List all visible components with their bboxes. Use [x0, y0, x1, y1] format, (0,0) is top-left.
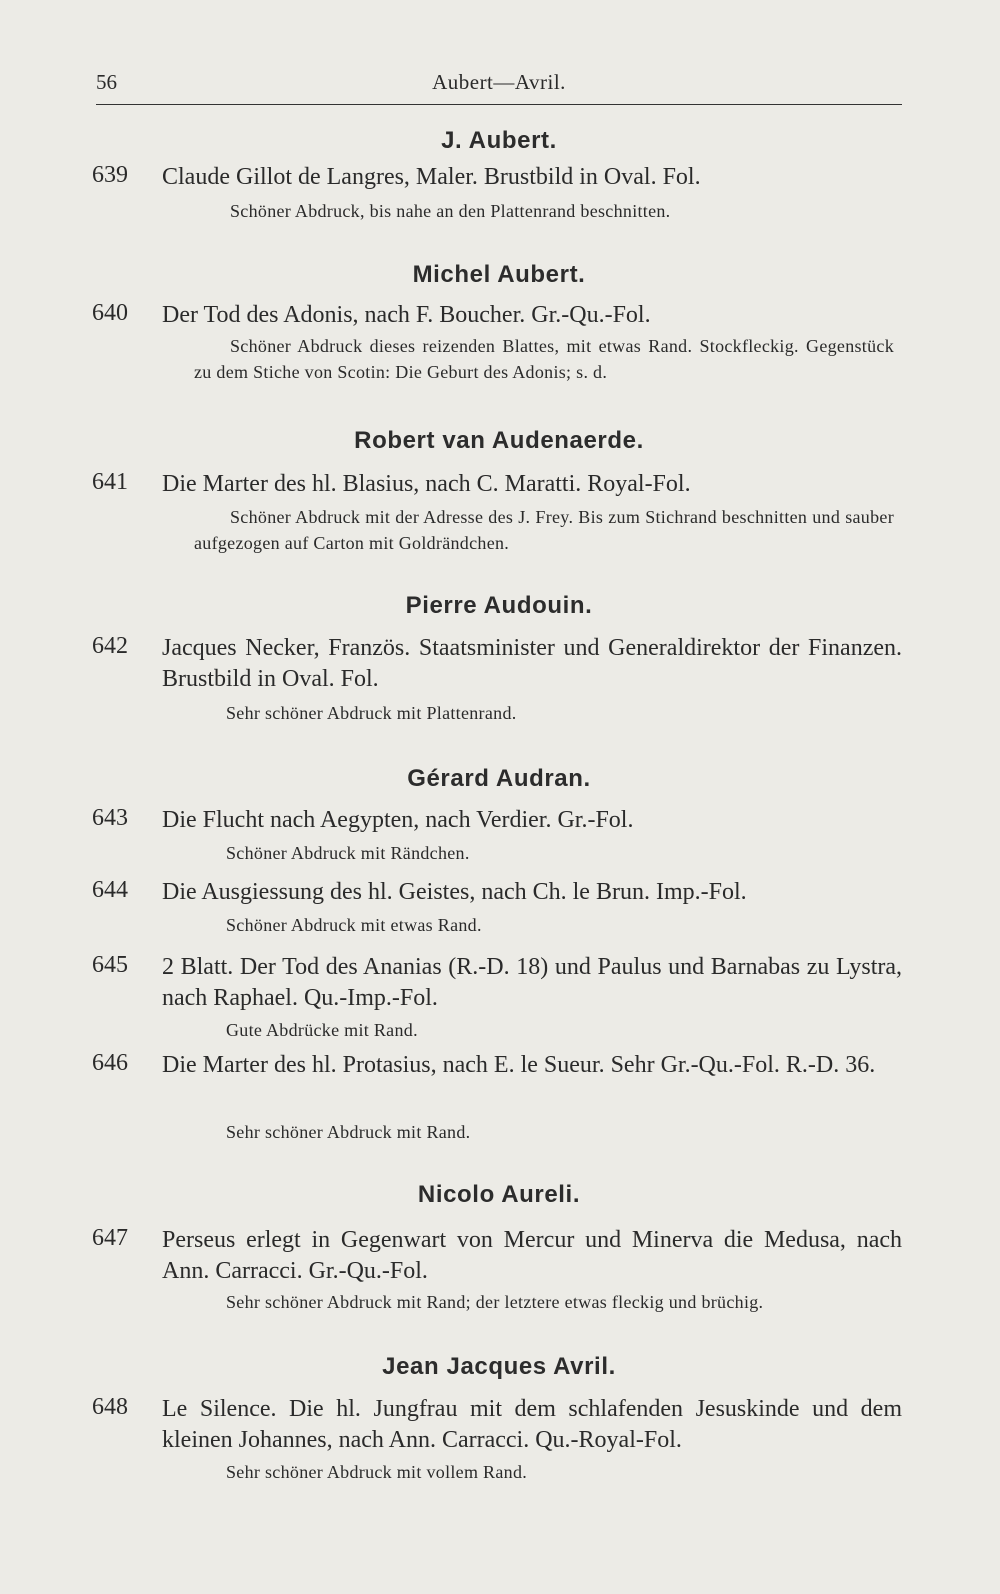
- artist-heading: Robert van Audenaerde.: [354, 427, 644, 454]
- entry-number: 647: [92, 1225, 128, 1251]
- page-number: 56: [96, 70, 117, 94]
- catalog-entry: [92, 1050, 902, 1081]
- entry-title: Die Marter des hl. Protasius, nach E. le Sueur. Sehr Gr.-Qu.-Fol. R.-D. 36.: [162, 1052, 876, 1078]
- entry-note: Sehr schöner Abdruck mit vollem Rand.: [226, 1462, 528, 1482]
- entry-note: Schöner Abdruck dieses reizenden Blattes, mit etwas Rand. Stockfleckig. Gegenstück zu dem Stiche von Scotin: Die Geburt des Adonis; s. d.: [194, 336, 894, 382]
- entry-title: Perseus erlegt in Gegenwart von Mercur und Minerva die Medusa, nach Ann. Carracci. Gr.-Qu.-Fol.: [162, 1227, 902, 1284]
- entry-number: 643: [92, 805, 128, 831]
- entry-title: Claude Gillot de Langres, Maler. Brustbild in Oval. Fol.: [162, 164, 701, 190]
- header-rule: [96, 104, 902, 105]
- entry-number: 648: [92, 1394, 128, 1420]
- entry-note: Schöner Abdruck mit der Adresse des J. Frey. Bis zum Stichrand beschnitten und sauber aufgezogen auf Carton mit Goldrändchen.: [194, 507, 894, 553]
- entry-title: Die Ausgiessung des hl. Geistes, nach Ch. le Brun. Imp.-Fol.: [162, 879, 747, 905]
- entry-note: Gute Abdrücke mit Rand.: [226, 1020, 418, 1040]
- entry-note: Schöner Abdruck mit Rändchen.: [226, 843, 470, 863]
- catalog-entry: [92, 877, 902, 908]
- catalog-entry: [92, 300, 902, 331]
- catalog-entry: [92, 1394, 902, 1456]
- entry-number: 639: [92, 162, 128, 188]
- entry-title: Der Tod des Adonis, nach F. Boucher. Gr.-Qu.-Fol.: [162, 302, 651, 328]
- artist-heading: Gérard Audran.: [407, 765, 591, 792]
- catalog-entry: [92, 952, 902, 1014]
- artist-heading: Michel Aubert.: [412, 261, 586, 288]
- entry-number: 646: [92, 1050, 128, 1076]
- entry-note: Sehr schöner Abdruck mit Rand.: [226, 1122, 471, 1142]
- catalog-entry: [92, 633, 902, 695]
- entry-number: 640: [92, 300, 128, 326]
- entry-note: Schöner Abdruck mit etwas Rand.: [226, 915, 482, 935]
- entry-note: Sehr schöner Abdruck mit Plattenrand.: [226, 703, 517, 723]
- artist-heading: Jean Jacques Avril.: [382, 1353, 616, 1380]
- entry-title: Le Silence. Die hl. Jungfrau mit dem schlafenden Jesuskinde und dem kleinen Johannes, nach Ann. Carracci. Qu.-Royal-Fol.: [162, 1396, 902, 1453]
- catalog-entry: [92, 469, 902, 500]
- entry-number: 642: [92, 633, 128, 659]
- running-head: [96, 70, 902, 100]
- catalog-entry: [92, 1225, 902, 1287]
- running-title: Aubert—Avril.: [432, 70, 566, 94]
- artist-heading: Nicolo Aureli.: [417, 1181, 581, 1208]
- entry-number: 645: [92, 952, 128, 978]
- entry-title: Die Flucht nach Aegypten, nach Verdier. Gr.-Fol.: [162, 807, 634, 833]
- entry-title: Die Marter des hl. Blasius, nach C. Maratti. Royal-Fol.: [162, 471, 691, 497]
- entry-note: Schöner Abdruck, bis nahe an den Plattenrand beschnitten.: [230, 201, 671, 221]
- entry-number: 644: [92, 877, 128, 903]
- entry-title: 2 Blatt. Der Tod des Ananias (R.-D. 18) und Paulus und Barnabas zu Lystra, nach Raphael. Qu.-Imp.-Fol.: [162, 954, 902, 1011]
- entry-note: Sehr schöner Abdruck mit Rand; der letztere etwas fleckig und brüchig.: [226, 1292, 764, 1312]
- entry-number: 641: [92, 469, 128, 495]
- entry-title: Jacques Necker, Französ. Staatsminister und Generaldirektor der Finanzen. Brustbild in Oval. Fol.: [162, 635, 902, 692]
- artist-heading: J. Aubert.: [441, 127, 557, 154]
- artist-heading: Pierre Audouin.: [405, 592, 593, 619]
- catalog-entry: [92, 162, 902, 193]
- catalog-entry: [92, 805, 902, 836]
